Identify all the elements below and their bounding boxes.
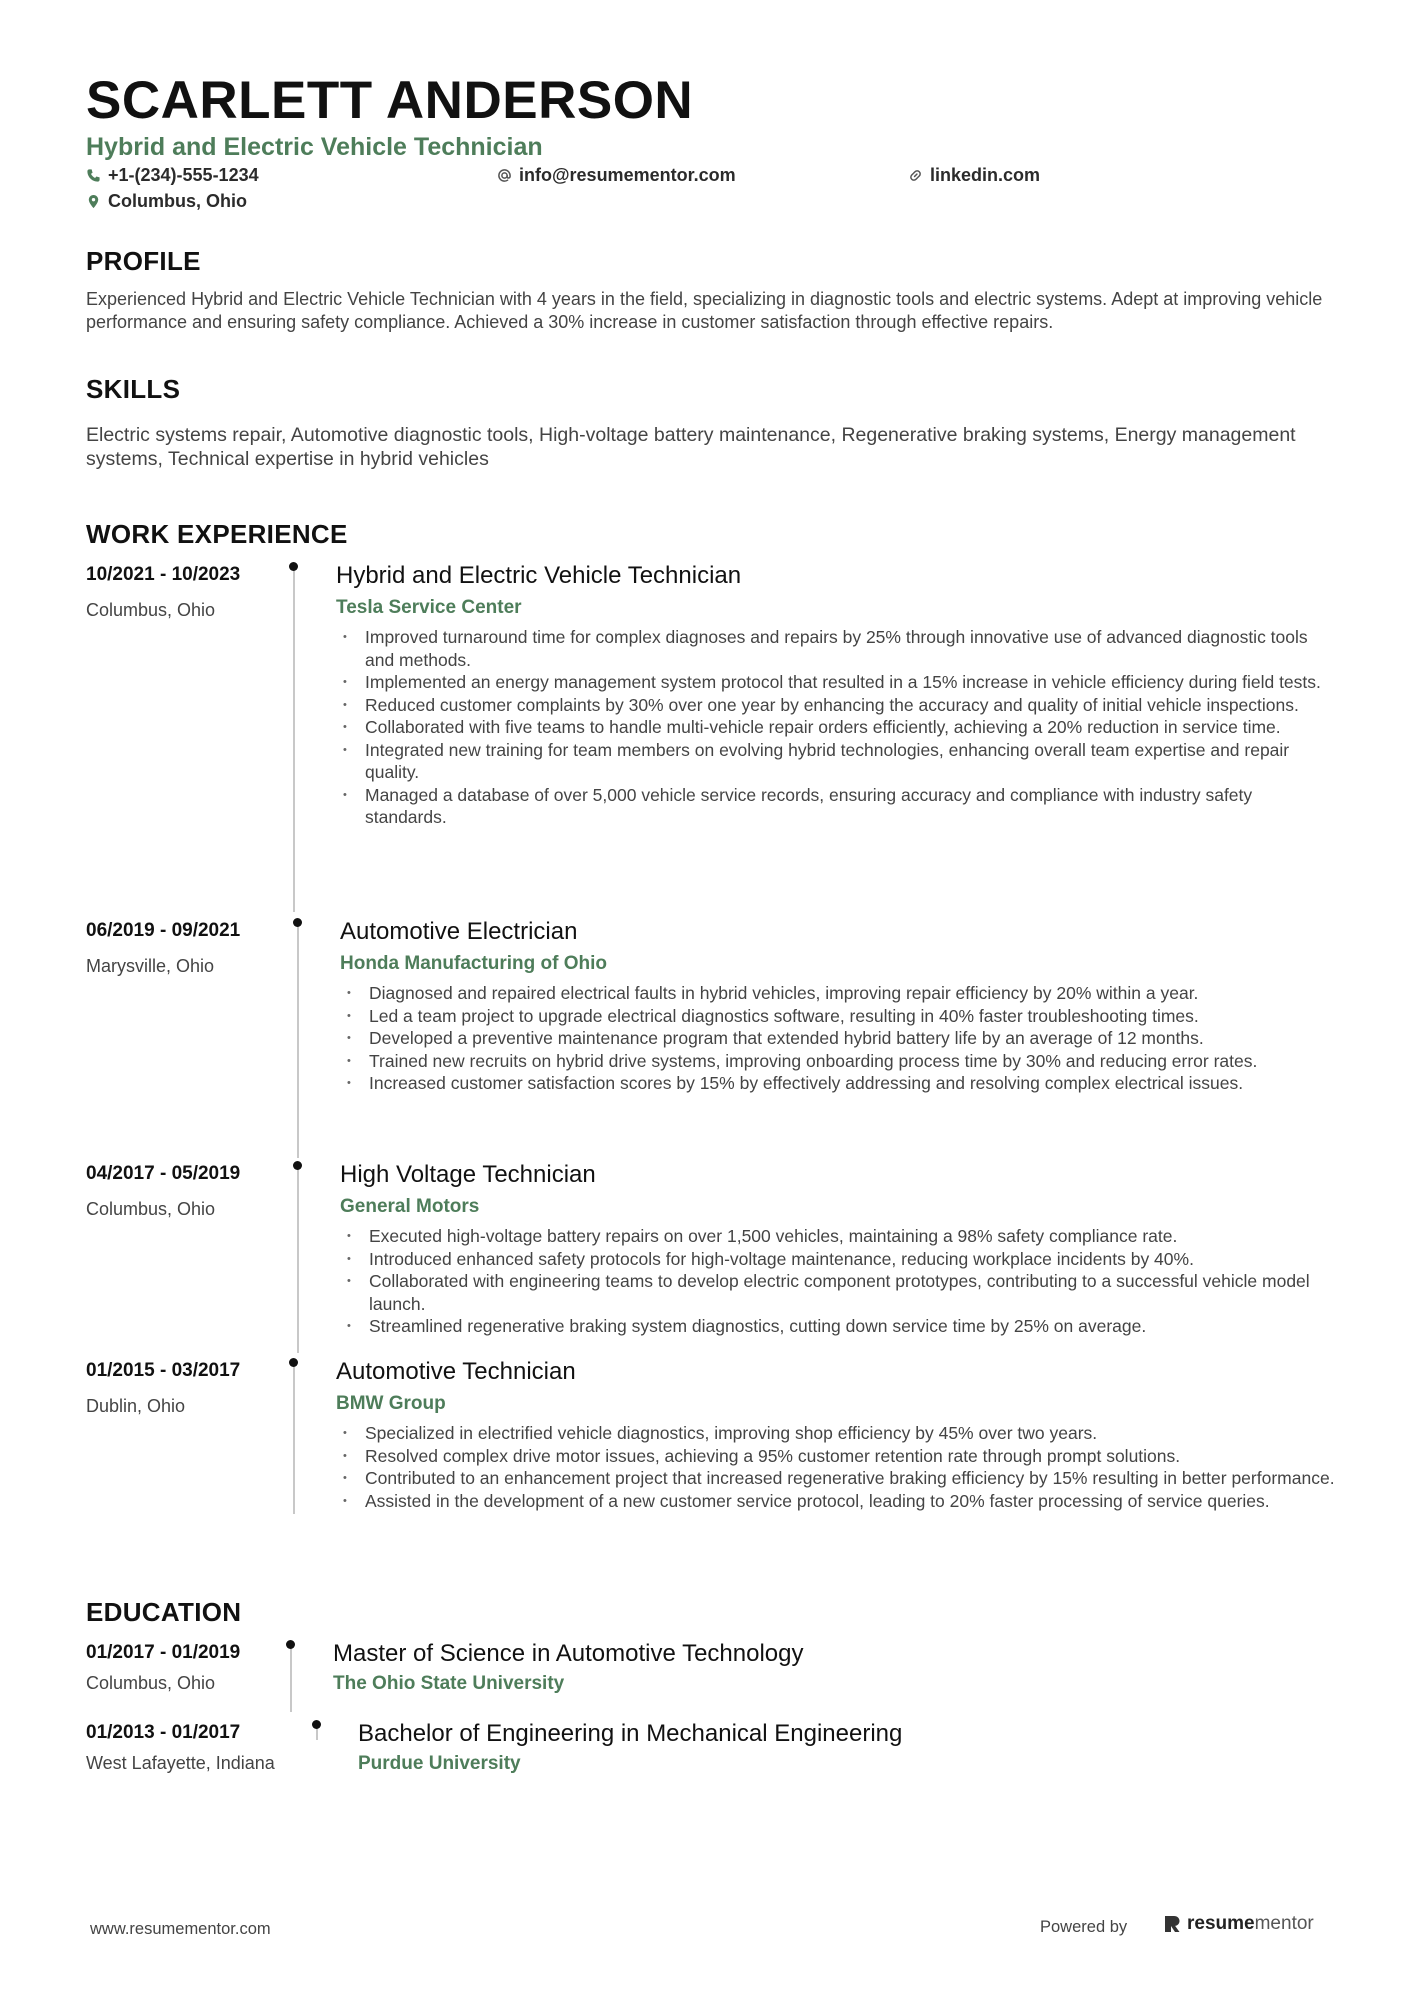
job-bullet: • Managed a database of over 5,000 vehicle service records, ensuring accuracy and compliance with industry safety standards. bbox=[338, 784, 1338, 829]
skills-heading: SKILLS bbox=[86, 374, 181, 404]
edu-dates: 01/2017 - 01/2019 bbox=[86, 1642, 241, 1663]
job-bullet: • Streamlined regenerative braking system diagnostics, cutting down service time by 25% on average. bbox=[342, 1315, 1322, 1338]
brand-logo[interactable] bbox=[1163, 1913, 1314, 1935]
timeline-line bbox=[293, 1362, 295, 1514]
job-bullet: • Increased customer satisfaction scores by 15% by effectively addressing and resolving complex electrical issues. bbox=[342, 1072, 1322, 1095]
profile-text: Experienced Hybrid and Electric Vehicle Technician with 4 years in the field, specializing in diagnostic tools and electric systems. Adept at improving vehicle performance and ensuring safety compliance. Achieved a 30% increase in customer satisfaction through effective repairs. bbox=[86, 289, 1323, 332]
job-dates: 01/2015 - 03/2017 bbox=[86, 1360, 241, 1381]
timeline-line bbox=[293, 566, 295, 912]
job-bullet: • Developed a preventive maintenance program that extended hybrid battery life by an average of 12 months. bbox=[342, 1027, 1322, 1050]
location-text: Columbus, Ohio bbox=[108, 191, 247, 211]
job-bullet: • Trained new recruits on hybrid drive systems, improving onboarding process time by 30% and reducing error rates. bbox=[342, 1050, 1322, 1073]
job-dates: 10/2021 - 10/2023 bbox=[86, 564, 241, 585]
timeline-line bbox=[297, 1165, 299, 1353]
job-bullet: • Introduced enhanced safety protocols for high-voltage maintenance, reducing workplace incidents by 40%. bbox=[342, 1248, 1322, 1271]
candidate-title: Hybrid and Electric Vehicle Technician bbox=[86, 133, 543, 161]
timeline-dot bbox=[289, 562, 298, 571]
edu-dates: 01/2013 - 01/2017 bbox=[86, 1722, 241, 1743]
contact-location bbox=[86, 191, 247, 212]
timeline-dot bbox=[312, 1720, 321, 1729]
edu-degree: Bachelor of Engineering in Mechanical Engineering bbox=[358, 1720, 903, 1747]
job-dates: 06/2019 - 09/2021 bbox=[86, 920, 241, 941]
brand-logo-icon bbox=[1163, 1914, 1181, 1934]
timeline-dot bbox=[293, 1161, 302, 1170]
link-icon bbox=[908, 168, 923, 183]
job-bullet: • Resolved complex drive motor issues, achieving a 95% customer retention rate through prompt solutions. bbox=[338, 1445, 1338, 1468]
job-title: Hybrid and Electric Vehicle Technician bbox=[336, 562, 742, 589]
job-bullet: • Improved turnaround time for complex diagnoses and repairs by 25% through innovative use of advanced diagnostic tools and methods. bbox=[338, 626, 1338, 671]
job-bullets bbox=[342, 982, 1322, 1095]
education-heading: EDUCATION bbox=[86, 1597, 242, 1627]
job-bullet: • Collaborated with five teams to handle multi-vehicle repair orders efficiently, achieving a 20% reduction in service time. bbox=[338, 716, 1338, 739]
at-icon bbox=[497, 168, 512, 183]
contact-phone[interactable] bbox=[86, 165, 259, 186]
job-title: Automotive Electrician bbox=[340, 918, 578, 945]
job-bullet: • Specialized in electrified vehicle diagnostics, improving shop efficiency by 45% over two years. bbox=[338, 1422, 1338, 1445]
timeline-line bbox=[290, 1644, 292, 1712]
job-bullet: • Collaborated with engineering teams to develop electric component prototypes, contributing to a successful vehicle model launch. bbox=[342, 1270, 1322, 1315]
job-bullet: • Integrated new training for team members on evolving hybrid technologies, enhancing overall team expertise and repair quality. bbox=[338, 739, 1338, 784]
job-company: Tesla Service Center bbox=[336, 597, 522, 618]
job-bullet: • Assisted in the development of a new customer service protocol, leading to 20% faster processing of service queries. bbox=[338, 1490, 1338, 1513]
location-pin-icon bbox=[86, 194, 101, 209]
candidate-name: SCARLETT ANDERSON bbox=[86, 71, 694, 130]
timeline-line bbox=[297, 922, 299, 1158]
job-bullets bbox=[338, 626, 1338, 829]
phone-text: +1-(234)-555-1234 bbox=[108, 165, 259, 185]
edu-location: Columbus, Ohio bbox=[86, 1673, 216, 1693]
job-bullet: • Contributed to an enhancement project that increased regenerative braking efficiency by 15% resulting in better performance. bbox=[338, 1467, 1338, 1490]
email-text: info@resumementor.com bbox=[519, 165, 736, 185]
job-bullet: • Reduced customer complaints by 30% over one year by enhancing the accuracy and quality of initial vehicle inspections. bbox=[338, 694, 1338, 717]
edu-school: The Ohio State University bbox=[333, 1673, 565, 1694]
footer-url[interactable]: www.resumementor.com bbox=[90, 1920, 271, 1938]
timeline-dot bbox=[289, 1358, 298, 1367]
contact-linkedin[interactable] bbox=[908, 165, 1040, 186]
brand-name-light: mentor bbox=[1254, 1913, 1314, 1934]
job-bullets bbox=[338, 1422, 1338, 1512]
powered-by-label: Powered by bbox=[1040, 1918, 1128, 1936]
contact-email[interactable] bbox=[497, 165, 736, 186]
job-bullet: • Implemented an energy management system protocol that resulted in a 15% increase in vehicle efficiency during field tests. bbox=[338, 671, 1338, 694]
edu-school: Purdue University bbox=[358, 1753, 521, 1774]
job-location: Marysville, Ohio bbox=[86, 956, 215, 976]
phone-icon bbox=[86, 168, 101, 183]
profile-heading: PROFILE bbox=[86, 246, 201, 276]
job-company: General Motors bbox=[340, 1196, 480, 1217]
job-dates: 04/2017 - 05/2019 bbox=[86, 1163, 241, 1184]
job-company: Honda Manufacturing of Ohio bbox=[340, 953, 608, 974]
job-title: Automotive Technician bbox=[336, 1358, 576, 1385]
edu-degree: Master of Science in Automotive Technology bbox=[333, 1640, 804, 1667]
timeline-dot bbox=[286, 1640, 295, 1649]
job-location: Columbus, Ohio bbox=[86, 600, 216, 620]
job-bullet: • Executed high-voltage battery repairs on over 1,500 vehicles, maintaining a 98% safety compliance rate. bbox=[342, 1225, 1322, 1248]
linkedin-text: linkedin.com bbox=[930, 165, 1041, 185]
job-location: Columbus, Ohio bbox=[86, 1199, 216, 1219]
job-bullets bbox=[342, 1225, 1322, 1338]
job-bullet: • Led a team project to upgrade electrical diagnostics software, resulting in 40% faster troubleshooting times. bbox=[342, 1005, 1322, 1028]
job-title: High Voltage Technician bbox=[340, 1161, 596, 1188]
brand-name-bold: resume bbox=[1187, 1913, 1255, 1934]
skills-text: Electric systems repair, Automotive diagnostic tools, High-voltage battery maintenance, Regenerative braking systems, Energy management systems, Technical expertise in hybrid vehicles bbox=[86, 424, 1296, 470]
job-bullet: • Diagnosed and repaired electrical faults in hybrid vehicles, improving repair efficiency by 20% within a year. bbox=[342, 982, 1322, 1005]
job-location: Dublin, Ohio bbox=[86, 1396, 186, 1416]
timeline-dot bbox=[293, 918, 302, 927]
job-company: BMW Group bbox=[336, 1393, 446, 1414]
work-experience-heading: WORK EXPERIENCE bbox=[86, 519, 348, 549]
edu-location: West Lafayette, Indiana bbox=[86, 1753, 275, 1773]
